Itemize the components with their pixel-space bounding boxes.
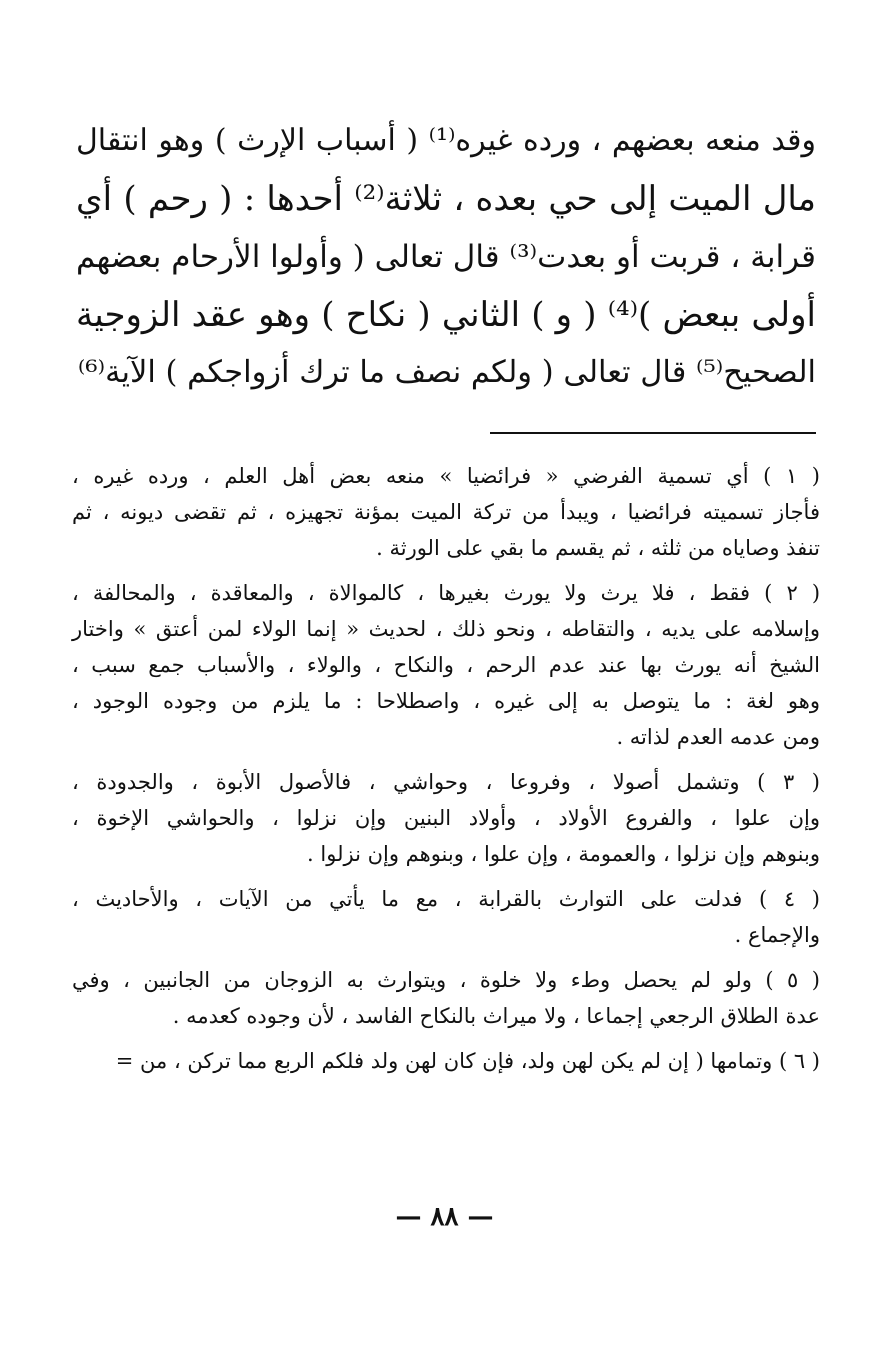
footnote-line: تنفذ وصاياه من ثلثه ، ثم يقسم ما بقي على الورثة .	[376, 536, 820, 560]
main-text-line: قرابة ، قربت أو بعدت⁽³⁾ قال تعالى ( وأولوا الأرحام بعضهم	[76, 239, 816, 275]
footnote-line: وبنوهم وإن نزلوا ، والعمومة ، وإن علوا ، وبنوهم وإن نزلوا .	[307, 842, 820, 866]
footnote-line: ( ٣ ) وتشمل أصولا ، وفروعا ، وحواشي ، فالأصول الأبوة ، والجدودة ،	[72, 770, 820, 794]
footnote-line: والإجماع .	[734, 923, 820, 947]
main-text-line: الصحيح⁽⁵⁾ قال تعالى ( ولكم نصف ما ترك أزواجكم ) الآية⁽⁶⁾	[77, 355, 816, 390]
page-number: — ٨٨ —	[395, 1202, 494, 1232]
main-text-line: أولى ببعض )⁽⁴⁾ ( و ) الثاني ( نكاح ) وهو عقد الزوجية	[76, 295, 816, 335]
footnote-divider	[490, 432, 816, 434]
footnote-line: ( ٦ ) وتمامها ( إن لم يكن لهن ولد، فإن كان لهن ولد فلكم الربع مما تركن ، من =	[115, 1049, 820, 1073]
footnote-4	[72, 881, 820, 953]
footnote-6	[72, 1043, 820, 1079]
footnote-line: الشيخ أنه يورث بها عند عدم الرحم ، والنكاح ، والولاء ، والأسباب جمع سبب ،	[72, 653, 820, 677]
footnote-line: ( ١ ) أي تسمية الفرضي « فرائضيا » منعه بعض أهل العلم ، ورده غيره ،	[72, 464, 820, 488]
footnote-line: ( ٥ ) ولو لم يحصل وطء ولا خلوة ، ويتوارث به الزوجان من الجانبين ، وفي	[72, 968, 820, 992]
footnote-line: فأجاز تسميته فرائضيا ، ويبدأ من تركة الميت بمؤنة تجهيزه ، ثم تقضى ديونه ، ثم	[72, 500, 820, 524]
footnotes	[72, 458, 820, 1088]
main-text-line: وقد منعه بعضهم ، ورده غيره⁽¹⁾ ( أسباب الإرث ) وهو انتقال	[76, 123, 816, 158]
footnote-line: ( ٢ ) فقط ، فلا يرث ولا يورث بغيرها ، كالموالاة ، والمعاقدة ، والمحالفة ،	[72, 581, 821, 605]
main-text	[76, 112, 816, 402]
footnote-5	[72, 962, 820, 1034]
footnote-line: ومن عدمه العدم لذاته .	[616, 725, 820, 749]
footnote-1	[72, 458, 820, 566]
footnote-line: وإن علوا ، والفروع الأولاد ، وأولاد البنين وإن نزلوا ، والحواشي الإخوة ،	[72, 806, 820, 830]
footnote-line: وإسلامه على يديه ، والتقاطه ، ونحو ذلك ، لحديث « إنما الولاء لمن أعتق » واختار	[72, 617, 820, 641]
footnote-line: عدة الطلاق الرجعي إجماعا ، ولا ميراث بالنكاح الفاسد ، لأن وجوده كعدمه .	[172, 1004, 820, 1028]
footnote-line: وهو لغة : ما يتوصل به إلى غيره ، واصطلاحا : ما يلزم من وجوده الوجود ،	[72, 689, 820, 713]
footnote-line: ( ٤ ) فدلت على التوارث بالقرابة ، مع ما يأتي من الآيات ، والأحاديث ،	[72, 887, 820, 911]
footnote-3	[72, 764, 820, 872]
footnote-2	[72, 575, 820, 755]
main-text-line: مال الميت إلى حي بعده ، ثلاثة⁽²⁾ أحدها : ( رحم ) أي	[76, 179, 816, 219]
